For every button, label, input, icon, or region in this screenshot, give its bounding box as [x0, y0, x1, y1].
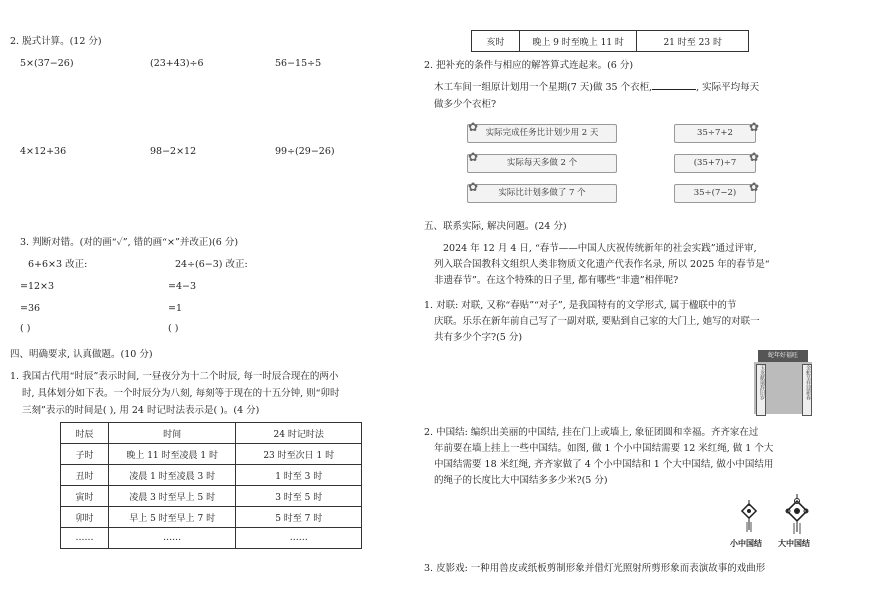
q2-text-a-label: 木工车间一组原计划用一个星期(7 天)做 35 个衣柜,	[434, 82, 653, 93]
table-row	[61, 507, 362, 528]
table-row	[472, 31, 749, 52]
p1-line-2: 庆联。乐乐在新年前自己写了一副对联, 要贴到自己家的大门上, 她写的对联一	[434, 316, 760, 327]
condition-box-3[interactable]	[467, 180, 617, 203]
judge-b-1: 24÷(6−3) 改正:	[175, 259, 248, 270]
table-cell: 寅时	[61, 486, 109, 507]
table-row	[61, 486, 362, 507]
table-header-cell: 24 时记时法	[236, 423, 362, 444]
table-cell: 晚上 11 时至凌晨 1 时	[108, 444, 236, 465]
q1-line-1: 1. 我国古代用“时辰”表示时间, 一昼夜分为十二个时辰, 每一时辰合现在的两小	[10, 371, 339, 382]
calc-3: 56−15÷5	[275, 58, 322, 69]
p2-line-1: 2. 中国结: 编织出美丽的中国结, 挂在门上或墙上, 象征团圆和幸福。齐齐家在过	[424, 427, 759, 438]
table-cell: ……	[108, 528, 236, 549]
table-row	[61, 444, 362, 465]
q2-text-b-label: , 实际平均每天	[696, 82, 760, 93]
table-header-row	[61, 423, 362, 444]
flower-icon: ✿	[467, 180, 479, 194]
formula-box-3[interactable]	[674, 180, 760, 203]
calc-4: 4×12+36	[20, 146, 67, 157]
intro-line-1: 2024 年 12 月 4 日, “春节——中国人庆祝传统新年的社会实践”通过评审,	[443, 243, 757, 254]
formula-label: (35+7)÷7	[693, 158, 737, 168]
p2-line-2: 年前要在墙上挂上一些中国结。如图, 做 1 个小中国结需要 12 米红绳, 做 1 个大	[434, 443, 774, 454]
condition-box-1[interactable]	[467, 120, 617, 143]
couplet-image	[748, 350, 820, 416]
table-cell: 亥时	[472, 31, 520, 52]
table-cell: 卯时	[61, 507, 109, 528]
flower-icon: ✿	[748, 150, 760, 164]
calc-5: 98−2×12	[150, 146, 197, 157]
couplet-right-scroll: 金蛇呈祥迎新春	[802, 364, 812, 416]
condition-label: 实际每天多做 2 个	[506, 158, 578, 168]
condition-label: 实际完成任务比计划少用 2 天	[485, 128, 599, 138]
table-cell: 23 时至次日 1 时	[236, 444, 362, 465]
condition-label: 实际比计划多做了 7 个	[498, 188, 586, 198]
q2-title: 2. 脱式计算。(12 分)	[10, 36, 102, 47]
couplet-top-scroll: 蛇年好福旺	[758, 350, 808, 362]
section-4-title: 四、明确要求, 认真做题。(10 分)	[10, 349, 153, 360]
q2-text-c: 做多少个衣柜?	[434, 99, 497, 110]
q2-match-title: 2. 把补充的条件与相应的解答算式连起来。(6 分)	[424, 60, 634, 71]
flower-icon: ✿	[748, 120, 760, 134]
shichen-table	[60, 422, 362, 549]
large-knot-label: 大中国结	[778, 538, 810, 548]
judge-a-1: 6+6×3 改正:	[28, 259, 88, 270]
p1-line-1: 1. 对联: 对联, 又称“春贴”“对子”, 是我国特有的文学形式, 属于楹联中的节	[424, 300, 737, 311]
table-row	[61, 528, 362, 549]
table-cell: 21 时至 23 时	[637, 31, 749, 52]
intro-line-3: 非遗春节”。在这个特殊的日子里, 都有哪些“非遗”相伴呢?	[434, 275, 679, 286]
formula-label: 35÷7+2	[697, 128, 733, 138]
answer-blank[interactable]	[652, 79, 696, 90]
small-knot-label: 小中国结	[730, 538, 762, 548]
q3-title: 3. 判断对错。(对的画“✓”, 错的画“×”并改正)(6 分)	[20, 237, 239, 248]
section-5-title: 五、联系实际, 解决问题。(24 分)	[424, 221, 567, 232]
table-cell: 晚上 9 时至晚上 11 时	[519, 31, 637, 52]
judge-a-answer[interactable]: ( )	[20, 323, 31, 334]
judge-b-answer[interactable]: ( )	[168, 323, 179, 334]
calc-1: 5×(37−26)	[20, 58, 74, 69]
table-cell: ……	[61, 528, 109, 549]
table-cell: 1 时至 3 时	[236, 465, 362, 486]
table-header-cell: 时间	[108, 423, 236, 444]
table-cell: 3 时至 5 时	[236, 486, 362, 507]
q2-text-a	[434, 79, 759, 93]
couplet-left-scroll: 玉龙献瑞辞旧岁	[756, 364, 766, 416]
p3-line-1: 3. 皮影戏: 一种用兽皮或纸板剪制形象并借灯光照射所剪形象而表演故事的戏曲形	[424, 563, 766, 574]
table-cell: 早上 5 时至早上 7 时	[108, 507, 236, 528]
table-cell: 丑时	[61, 465, 109, 486]
flower-icon: ✿	[467, 120, 479, 134]
intro-line-2: 列入联合国教科文组织人类非物质文化遗产代表作名录, 所以 2025 年的春节是“	[434, 259, 770, 270]
p2-line-4: 的绳子的长度比大中国结多多少米?(5 分)	[434, 475, 608, 486]
q1-line-2: 时, 具体划分如下表。一个时辰分为八刻, 每刻等于现在的十五分钟, 则“卯时	[22, 388, 340, 399]
formula-box-2[interactable]	[674, 150, 760, 173]
flower-icon: ✿	[748, 180, 760, 194]
table-cell: ……	[236, 528, 362, 549]
q1-line-3: 三刻”表示的时间是( ), 用 24 时记时法表示是( )。(4 分)	[22, 405, 260, 416]
table-cell: 子时	[61, 444, 109, 465]
chinese-knot-icon	[784, 494, 810, 534]
table-row	[61, 465, 362, 486]
judge-b-2: =4−3	[168, 281, 197, 292]
calc-6: 99÷(29−26)	[275, 146, 335, 157]
condition-box-2[interactable]	[467, 150, 617, 173]
table-cell: 凌晨 1 时至凌晨 3 时	[108, 465, 236, 486]
judge-a-3: =36	[20, 303, 41, 314]
formula-label: 35÷(7−2)	[693, 188, 737, 198]
chinese-knot-icon	[738, 500, 760, 534]
flower-icon: ✿	[467, 150, 479, 164]
p2-line-3: 中国结需要 18 米红绳, 齐齐家做了 4 个小中国结和 1 个大中国结, 做小中国结用	[434, 459, 774, 470]
table-cell: 5 时至 7 时	[236, 507, 362, 528]
table-header-cell: 时辰	[61, 423, 109, 444]
judge-b-3: =1	[168, 303, 183, 314]
p1-line-3: 共有多少个字?(5 分)	[434, 332, 523, 343]
table-cell: 凌晨 3 时至早上 5 时	[108, 486, 236, 507]
calc-2: (23+43)÷6	[150, 58, 204, 69]
formula-box-1[interactable]	[674, 120, 760, 143]
continued-table	[471, 30, 749, 52]
judge-a-2: =12×3	[20, 281, 55, 292]
